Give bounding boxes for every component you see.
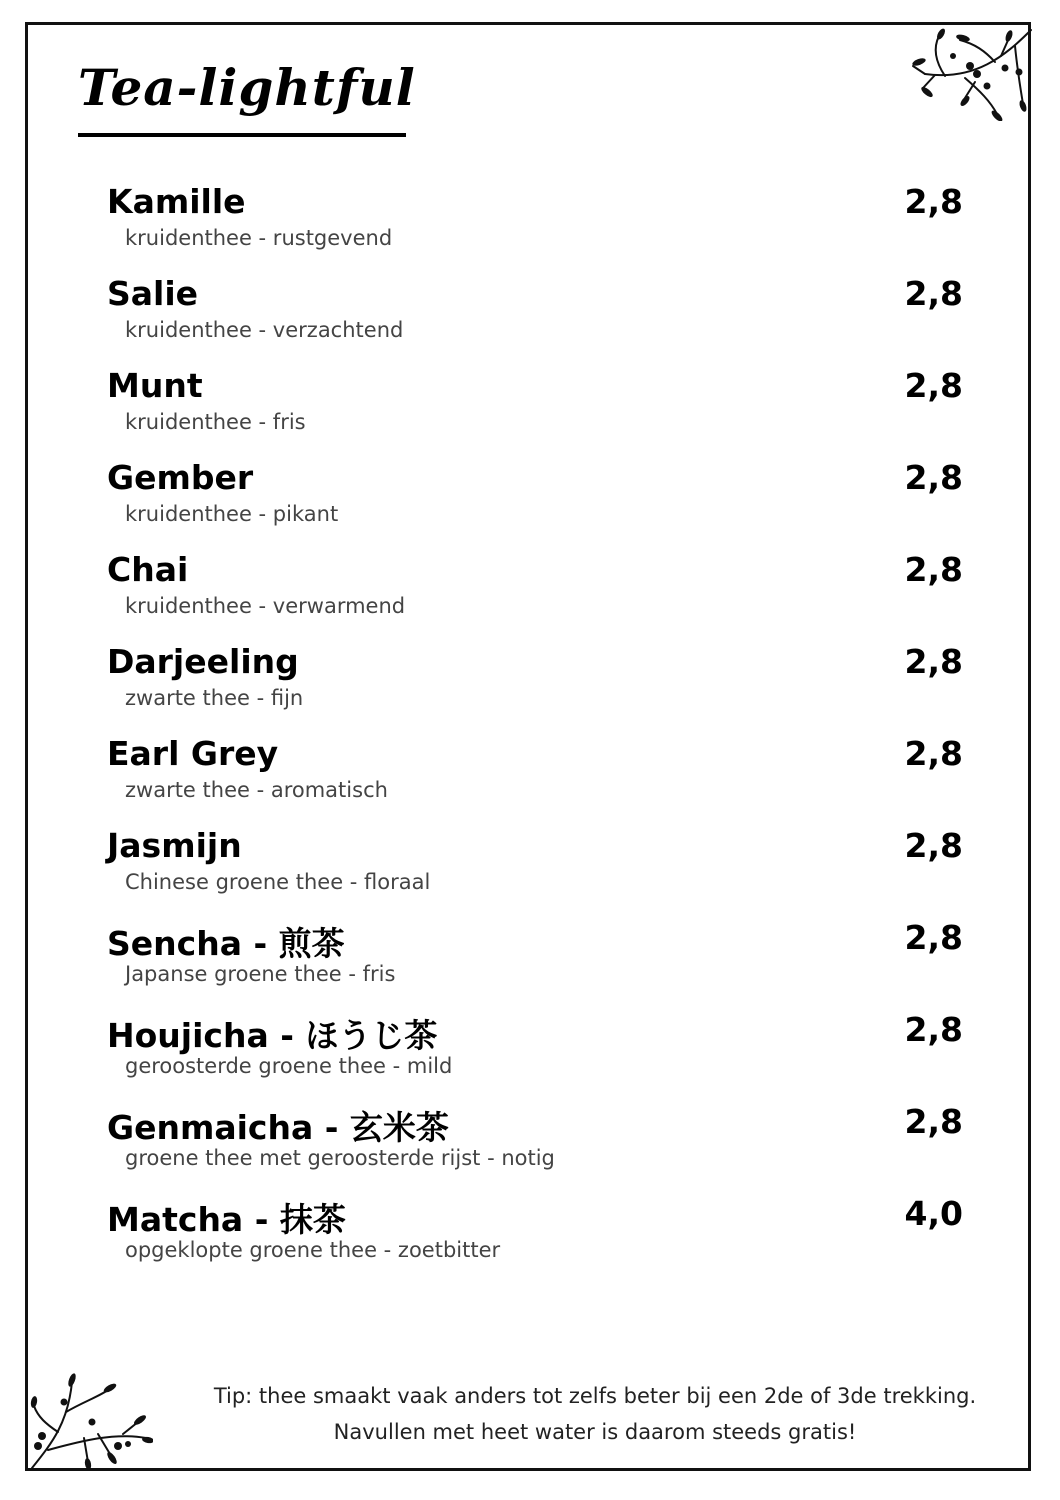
item-description: opgeklopte groene thee - zoetbitter xyxy=(125,1238,501,1262)
item-name: Genmaicha - 玄米茶 xyxy=(107,1108,449,1147)
item-description: kruidenthee - pikant xyxy=(125,502,339,526)
item-price: 2,8 xyxy=(904,642,963,681)
item-price: 2,8 xyxy=(904,366,963,405)
item-description: kruidenthee - verwarmend xyxy=(125,594,406,618)
item-price: 2,8 xyxy=(904,274,963,313)
menu-item-sencha xyxy=(107,916,977,1008)
item-name: Houjicha - ほうじ茶 xyxy=(107,1016,438,1055)
menu-item-earl-grey xyxy=(107,732,977,824)
menu-item-salie xyxy=(107,272,977,364)
item-description: kruidenthee - fris xyxy=(125,410,306,434)
item-description: Chinese groene thee - floraal xyxy=(125,870,431,894)
item-price: 2,8 xyxy=(904,550,963,589)
item-description: zwarte thee - aromatisch xyxy=(125,778,388,802)
item-price: 2,8 xyxy=(904,918,963,957)
item-name: Chai xyxy=(107,550,189,589)
menu-item-genmaicha xyxy=(107,1100,977,1192)
item-price: 4,0 xyxy=(904,1194,963,1233)
tip-text xyxy=(170,1378,1020,1450)
item-name: Munt xyxy=(107,366,203,405)
item-name: Salie xyxy=(107,274,199,313)
item-price: 2,8 xyxy=(904,182,963,221)
menu-item-houjicha xyxy=(107,1008,977,1100)
menu-item-matcha xyxy=(107,1192,977,1284)
menu-item-chai xyxy=(107,548,977,640)
title-underline xyxy=(78,133,406,137)
item-price: 2,8 xyxy=(904,458,963,497)
item-name: Earl Grey xyxy=(107,734,279,773)
item-price: 2,8 xyxy=(904,734,963,773)
item-description: Japanse groene thee - fris xyxy=(125,962,396,986)
branch-icon xyxy=(905,26,1035,121)
item-name: Darjeeling xyxy=(107,642,299,681)
item-description: geroosterde groene thee - mild xyxy=(125,1054,453,1078)
menu-item-kamille xyxy=(107,180,977,272)
menu-list xyxy=(107,180,977,1284)
item-price: 2,8 xyxy=(904,1010,963,1049)
item-description: zwarte thee - fijn xyxy=(125,686,304,710)
menu-item-darjeeling xyxy=(107,640,977,732)
menu-item-munt xyxy=(107,364,977,456)
item-description: kruidenthee - verzachtend xyxy=(125,318,404,342)
item-price: 2,8 xyxy=(904,826,963,865)
tip-line-2: Navullen met heet water is daarom steeds gratis! xyxy=(333,1420,857,1444)
item-name: Jasmijn xyxy=(107,826,242,865)
item-description: kruidenthee - rustgevend xyxy=(125,226,393,250)
branch-icon xyxy=(28,1372,153,1472)
item-name: Kamille xyxy=(107,182,246,221)
tip-line-1: Tip: thee smaakt vaak anders tot zelfs beter bij een 2de of 3de trekking. xyxy=(213,1384,977,1408)
menu-item-gember xyxy=(107,456,977,548)
item-name: Matcha - 抹茶 xyxy=(107,1200,346,1239)
item-description: groene thee met geroosterde rijst - notig xyxy=(125,1146,555,1170)
item-price: 2,8 xyxy=(904,1102,963,1141)
item-name: Sencha - 煎茶 xyxy=(107,924,345,963)
item-name: Gember xyxy=(107,458,254,497)
menu-item-jasmijn xyxy=(107,824,977,916)
menu-title: Tea-lightful xyxy=(78,58,416,117)
